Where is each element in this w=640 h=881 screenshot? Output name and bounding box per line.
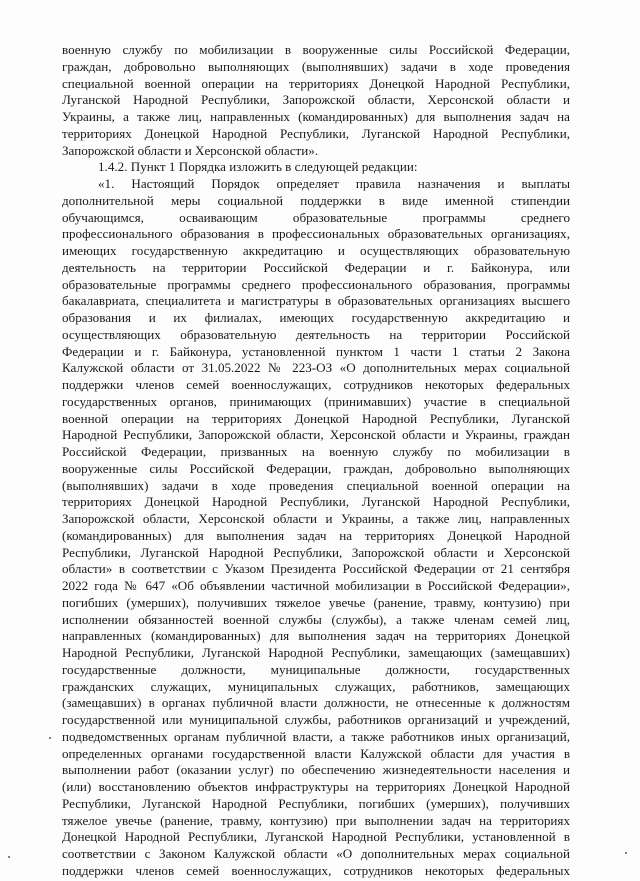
document-body: [62, 42, 570, 880]
document-line: тяжелое увечье (ранение, травму, контузию) при выполнении задач на территориях: [62, 812, 570, 828]
document-line: 1.4.2. Пункт 1 Порядка изложить в следующей редакции:: [98, 159, 418, 175]
document-line: Народной Республики, Запорожской области, Херсонской области и Украины, граждан: [62, 427, 570, 443]
document-line: специальной военной операции на территориях Донецкой Народной Республики,: [62, 75, 570, 91]
document-line: исполнении обязанностей военной службы (службы), а также членам семей лиц,: [62, 611, 570, 627]
document-line: государственной или муниципальной службы, работников организаций и учреждений,: [62, 712, 570, 727]
document-line: направленных (командированных) для выполнения задач на территориях Донецкой: [62, 628, 570, 644]
document-line: военную службу по мобилизации в вооруженные силы Российской Федерации,: [62, 42, 570, 57]
document-line: (замещавших) в органах публичной власти должности, не отнесенные к должностям: [62, 695, 570, 711]
document-line: дополнительной меры социальной поддержки в виде именной стипендии: [62, 192, 570, 208]
document-line: Запорожской области, Херсонской области и Украины, а также лиц, направленных: [62, 511, 570, 526]
document-line: Республики, Луганской Народной Республики, Запорожской области и Херсонской: [62, 544, 570, 560]
document-line: имеющих государственную аккредитацию и осуществляющих образовательную: [62, 243, 570, 258]
scan-speck: [8, 856, 10, 858]
document-line: Российской Федерации, призванных на военную службу по мобилизации в: [62, 444, 570, 459]
document-line: (командированных) для выполнения задач на территориях Донецкой Народной: [62, 527, 570, 543]
document-line: (выполнявших) задачи в ходе проведения специальной военной операции на: [62, 477, 570, 493]
document-line: области» в соответствии с Указом Президента Российской Федерации от 21 сентября: [62, 561, 570, 577]
document-line: территориях Донецкой Народной Республики, Луганской Народной Республики,: [62, 125, 570, 141]
document-line: образовательные программы среднего профессионального образования, программы: [62, 276, 570, 292]
document-line: вооруженные силы Российской Федерации, граждан, добровольно выполняющих: [62, 460, 570, 476]
document-line: определенных органами государственной власти Калужской области для участия в: [62, 745, 570, 761]
document-line: выполнении работ (оказании услуг) по обеспечению жизнедеятельности населения и: [62, 762, 570, 778]
document-line: поддержки членов семей военнослужащих, сотрудников некоторых федеральных: [62, 377, 570, 392]
document-line: государственных органов, принимающих (принимавших) участие в специальной: [62, 393, 570, 409]
document-line: территориях Донецкой Народной Республики, Луганской Народной Республики,: [62, 494, 570, 510]
document-line: Луганской Народной Республики, Запорожской области, Херсонской области и: [62, 92, 570, 108]
document-line: Запорожской области и Херсонской области».: [62, 142, 319, 158]
document-line: образования и их филиалах, имеющих государственную аккредитацию и: [62, 310, 570, 325]
document-line: гражданских служащих, муниципальных служащих, работников, замещающих: [62, 678, 570, 694]
document-line: Республики, Луганской Народной Республики, погибших (умерших), получивших: [62, 795, 570, 811]
document-line: деятельность на территории Российской Федерации и г. Байконура, или: [62, 259, 570, 275]
document-line: «1. Настоящий Порядок определяет правила назначения и выплаты: [98, 176, 570, 191]
document-line: (или) восстановлению объектов инфраструктуры на территориях Донецкой Народной: [62, 779, 570, 794]
document-line: Украины, а также лиц, направленных (командированных) для выполнения задач на: [62, 109, 570, 124]
document-line: Федерации и г. Байконура, установленной пунктом 1 части 1 статьи 2 Закона: [62, 343, 570, 359]
document-line: Донецкой Народной Республики, Луганской Народной Республики, установленной в: [62, 829, 570, 845]
scan-speck: [625, 852, 627, 854]
document-line: Народной Республики, Луганской Народной Республики, замещающих (замещавших): [62, 645, 570, 660]
document-line: поддержки членов семей военнослужащих, сотрудников некоторых федеральных: [62, 862, 570, 878]
document-line: осуществляющих образовательную деятельность на территории Российской: [62, 326, 570, 342]
document-line: погибших (умерших), получивших тяжелое увечье (ранение, травму, контузию) при: [62, 594, 570, 610]
scan-speck: [49, 737, 51, 739]
document-line: профессионального образования в профессиональных образовательных организациях,: [62, 226, 570, 242]
document-line: военной операции на территориях Донецкой Народной Республики, Луганской: [62, 410, 570, 426]
document-line: бакалавриата, специалитета и магистратуры в образовательных организациях высшего: [62, 293, 570, 309]
document-line: соответствии с Законом Калужской области «О дополнительных мерах социальной: [62, 846, 570, 861]
document-line: граждан, добровольно выполняющих (выполнявших) задачи в ходе проведения: [62, 58, 570, 74]
document-line: государственные должности, муниципальные должности, государственных: [62, 661, 570, 677]
document-line: Калужской области от 31.05.2022 № 223-ОЗ «О дополнительных мерах социальной: [62, 360, 570, 376]
document-line: обучающимся, осваивающим образовательные программы среднего: [62, 209, 570, 225]
document-line: 2022 года № 647 «Об объявлении частичной мобилизации в Российской Федерации»,: [62, 578, 570, 593]
document-line: подведомственных органам публичной власти, а также работников иных организаций,: [62, 728, 570, 744]
